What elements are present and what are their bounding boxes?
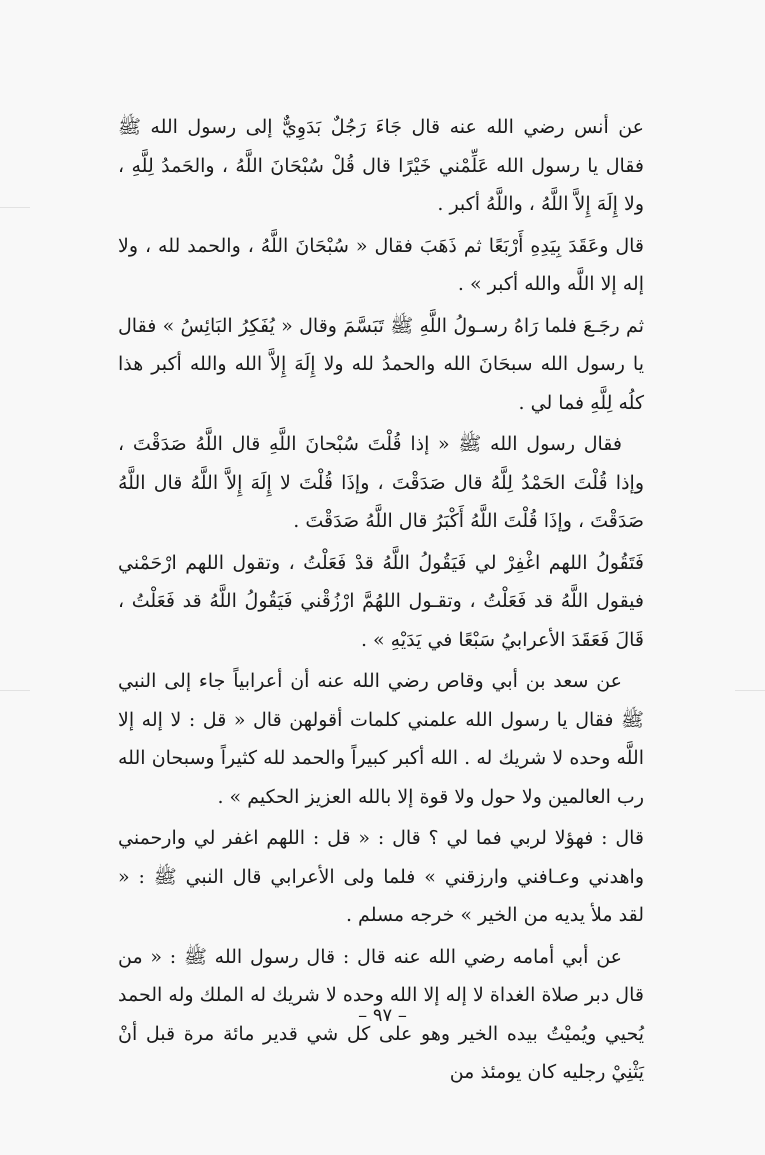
paragraph: عن سعد بن أبي وقاص رضي الله عنه أن أعرابياً جاء إلى النبي ﷺ فقال يا رسول الله علمني كلمات أقولهن قال « قل : لا إله إلا اللَّه وحده لا شريك له . الله أكبر كبيراً والحمد لله كثيراً وسبحان الله رب العالمين ولا حول ولا قوة إلا بالله العزيز الحكيم » . bbox=[118, 670, 644, 808]
page-number: – ٩٧ – bbox=[358, 1005, 407, 1026]
margin-rule bbox=[735, 690, 765, 691]
paragraph: قال : فهؤلا لربي فما لي ؟ قال : « قل : اللهم اغفر لي وارحمني واهدني وعـافني وارزقني » فلما ولى الأعرابي قال النبي ﷺ : « لقد ملأ يديه من الخير » خرجه مسلم . bbox=[118, 827, 644, 926]
margin-rule bbox=[0, 690, 30, 691]
paragraph: فَتَقُولُ اللهم اغْفِرْ لي فَيَقُولُ اللَّهُ قدْ فَعَلْتُ ، وتقول اللهم ارْحَمْني فيقول اللَّهُ قد فَعَلْتُ ، وتقـول اللهُمَّ ارْزُقْني فَيَقُولُ اللَّهُ قد فَعَلْتُ ، قَالَ فَعَقَدَ الأعرابيُ سَبْعًا في يَدَيْهِ » . bbox=[118, 551, 644, 651]
paragraph: عن أنس رضي الله عنه قال جَاءَ رَجُلٌ بَدَوِيٌّ إلى رسول الله ﷺ فقال يا رسول الله عَلِّمْني خَيْرًا قال قُلْ سُبْحَانَ اللَّهُ ، والحَمدُ لِلَّهِ ، ولا إِلَهَ إِلاَّ اللَّهُ ، واللَّهُ أكبر . bbox=[118, 116, 644, 215]
paragraph: فقال رسول الله ﷺ « إذا قُلْتَ سُبْحانَ اللَّهِ قال اللَّهُ صَدَقْتَ ، وإذا قُلْتَ الحَمْدُ لِلَّهُ قال صَدَقْتَ ، وإذَا قُلْتَ لا إِلَهَ إِلاَّ اللَّهُ قال اللَّهُ صَدَقْتَ ، وإذَا قُلْتَ اللَّهُ أَكْبَرُ قال اللَّهُ صَدَقْتَ . bbox=[118, 433, 644, 532]
paragraph: عن أبي أمامه رضي الله عنه قال : قال رسول الله ﷺ : « من قال دبر صلاة الغداة لا إله إلا الله وحده لا شريك له الملك وله الحمد يُحيي ويُميْتُ بيده الخير وهو على كل شي قدير مائة مرة قبل أنْ يَثْنِيْ رجليه كان يومئذ من bbox=[118, 945, 644, 1083]
paragraph: قال وعَقَدَ بِيَدِهِ أَرْبَعًا ثم ذَهَبَ فقال « سُبْحَانَ اللَّهُ ، والحمد لله ، ولا إله إلا اللَّه والله أكبر » . bbox=[118, 234, 644, 295]
paragraph: ثم رجَـعَ فلما رَاهُ رسـولُ اللَّهِ ﷺ تَبَسَّمَ وقال « يُفَكِرُ البَائِسُ » فقال يا رسول الله سبحَانَ الله والحمدُ لله ولا إِلَهَ إِلاَّ الله والله أكبر هذا كلُه لِلَّهِ فما لي . bbox=[118, 314, 644, 414]
page-body-text bbox=[118, 108, 644, 1095]
margin-rule bbox=[0, 207, 30, 208]
